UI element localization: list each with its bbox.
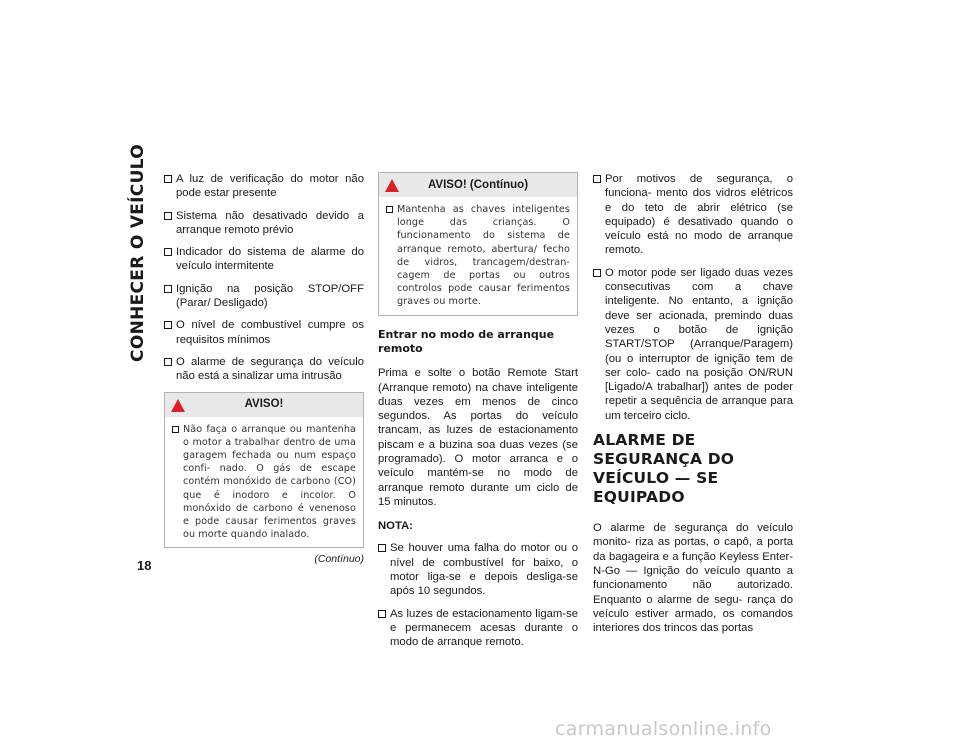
square-bullet-icon xyxy=(164,248,172,256)
warning-body xyxy=(165,417,363,548)
note-label: NOTA: xyxy=(378,520,413,533)
warning-title: AVISO! xyxy=(244,398,284,411)
watermark: carmanualsonline.info xyxy=(555,718,772,740)
list-item: Por motivos de segurança, o funciona- mento dos vidros elétricos e do teto de abrir elétrico (se equipado) é desativado quando o veículo está no modo de arranque remoto. xyxy=(593,172,793,258)
note-list xyxy=(378,541,578,649)
continued-note: (Contínuo) xyxy=(314,553,364,566)
section-title: ALARME DE SEGURANÇA DO VEÍCULO — SE EQUIPADO xyxy=(593,431,735,507)
requirement-list xyxy=(164,172,364,384)
list-item: Se houver uma falha do motor ou o nível de combustível for baixo, o motor liga-se e depois desliga-se após 10 segundos. xyxy=(378,541,578,598)
column-2 xyxy=(378,172,578,658)
square-bullet-icon xyxy=(593,269,601,277)
warning-triangle-icon xyxy=(385,179,399,192)
list-item: Indicador do sistema de alarme do veículo intermitente xyxy=(164,245,364,274)
body-paragraph: O alarme de segurança do veículo monito- riza as portas, o capô, a porta da bagageira e a função Keyless Enter-N-Go — Ignição do veículo quanto a funcionamento não autorizado. Enquanto o alarme de segu- rança do veículo estiver armado, os comandos interiores dos trincos das portas xyxy=(593,522,793,635)
warning-title: AVISO! (Contínuo) xyxy=(427,178,529,191)
square-bullet-icon xyxy=(164,212,172,220)
square-bullet-icon xyxy=(164,175,172,183)
list-item: Sistema não desativado devido a arranque remoto prévio xyxy=(164,209,364,238)
square-bullet-icon xyxy=(164,285,172,293)
remote-start-list xyxy=(593,172,793,423)
square-bullet-icon xyxy=(378,544,386,552)
warning-box xyxy=(164,392,364,549)
page-number: 18 xyxy=(137,558,152,573)
list-item: Ignição na posição STOP/OFF (Parar/ Desligado) xyxy=(164,282,364,311)
list-item: Mantenha as chaves inteligentes longe das crianças. O funcionamento do sistema de arranque remoto, abertura/ fecho de vidros, trancagem/destran- cagem de portas ou outros controlos pode causar ferimentos graves ou morte. xyxy=(386,203,570,309)
sidebar-section-title: CONHECER O VEÍCULO xyxy=(128,144,149,362)
list-item: Não faça o arranque ou mantenha o motor a trabalhar dentro de uma garagem fechada ou num espaço confi- nado. O gás de escape contém monóxido de carbono (CO) que é inodoro e incolor. O monóxido de carbono é venenoso e pode causar ferimentos graves ou morte quando inalado. xyxy=(172,423,356,542)
warning-triangle-icon xyxy=(171,399,185,412)
warning-header xyxy=(165,393,363,417)
list-item: As luzes de estacionamento ligam-se e permanecem acesas durante o modo de arranque remoto. xyxy=(378,607,578,650)
square-bullet-icon xyxy=(164,321,172,329)
list-item: O motor pode ser ligado duas vezes consecutivas com a chave inteligente. No entanto, a ignição deve ser acionada, premindo duas vezes o botão de ignição START/STOP (Arranque/Paragem) (ou o interruptor de ignição tem de ser colo- cado na posição ON/RUN [Ligado/A trabalhar]) antes de poder repetir a sequência de arranque para um terceiro ciclo. xyxy=(593,266,793,423)
square-bullet-icon xyxy=(378,610,386,618)
list-item: O nível de combustível cumpre os requisitos mínimos xyxy=(164,318,364,347)
square-bullet-icon xyxy=(164,358,172,366)
warning-box-continued xyxy=(378,172,578,316)
warning-body xyxy=(379,197,577,315)
square-bullet-icon xyxy=(593,175,601,183)
square-bullet-icon xyxy=(386,206,393,213)
square-bullet-icon xyxy=(172,426,179,433)
body-paragraph: Prima e solte o botão Remote Start (Arranque remoto) na chave inteligente duas vezes em menos de cinco segundos. As portas do veículo trancam, as luzes de estacionamento piscam e a buzina soa duas vezes (se programado). O motor arranca e o veículo mantém-se no modo de arranque remoto durante um ciclo de 15 minutos. xyxy=(378,367,578,508)
column-3 xyxy=(593,172,793,645)
subheading: Entrar no modo de arranque remoto xyxy=(378,327,555,355)
warning-header xyxy=(379,173,577,197)
list-item: O alarme de segurança do veículo não está a sinalizar uma intrusão xyxy=(164,355,364,384)
list-item: A luz de verificação do motor não pode estar presente xyxy=(164,172,364,201)
column-1 xyxy=(164,172,364,567)
